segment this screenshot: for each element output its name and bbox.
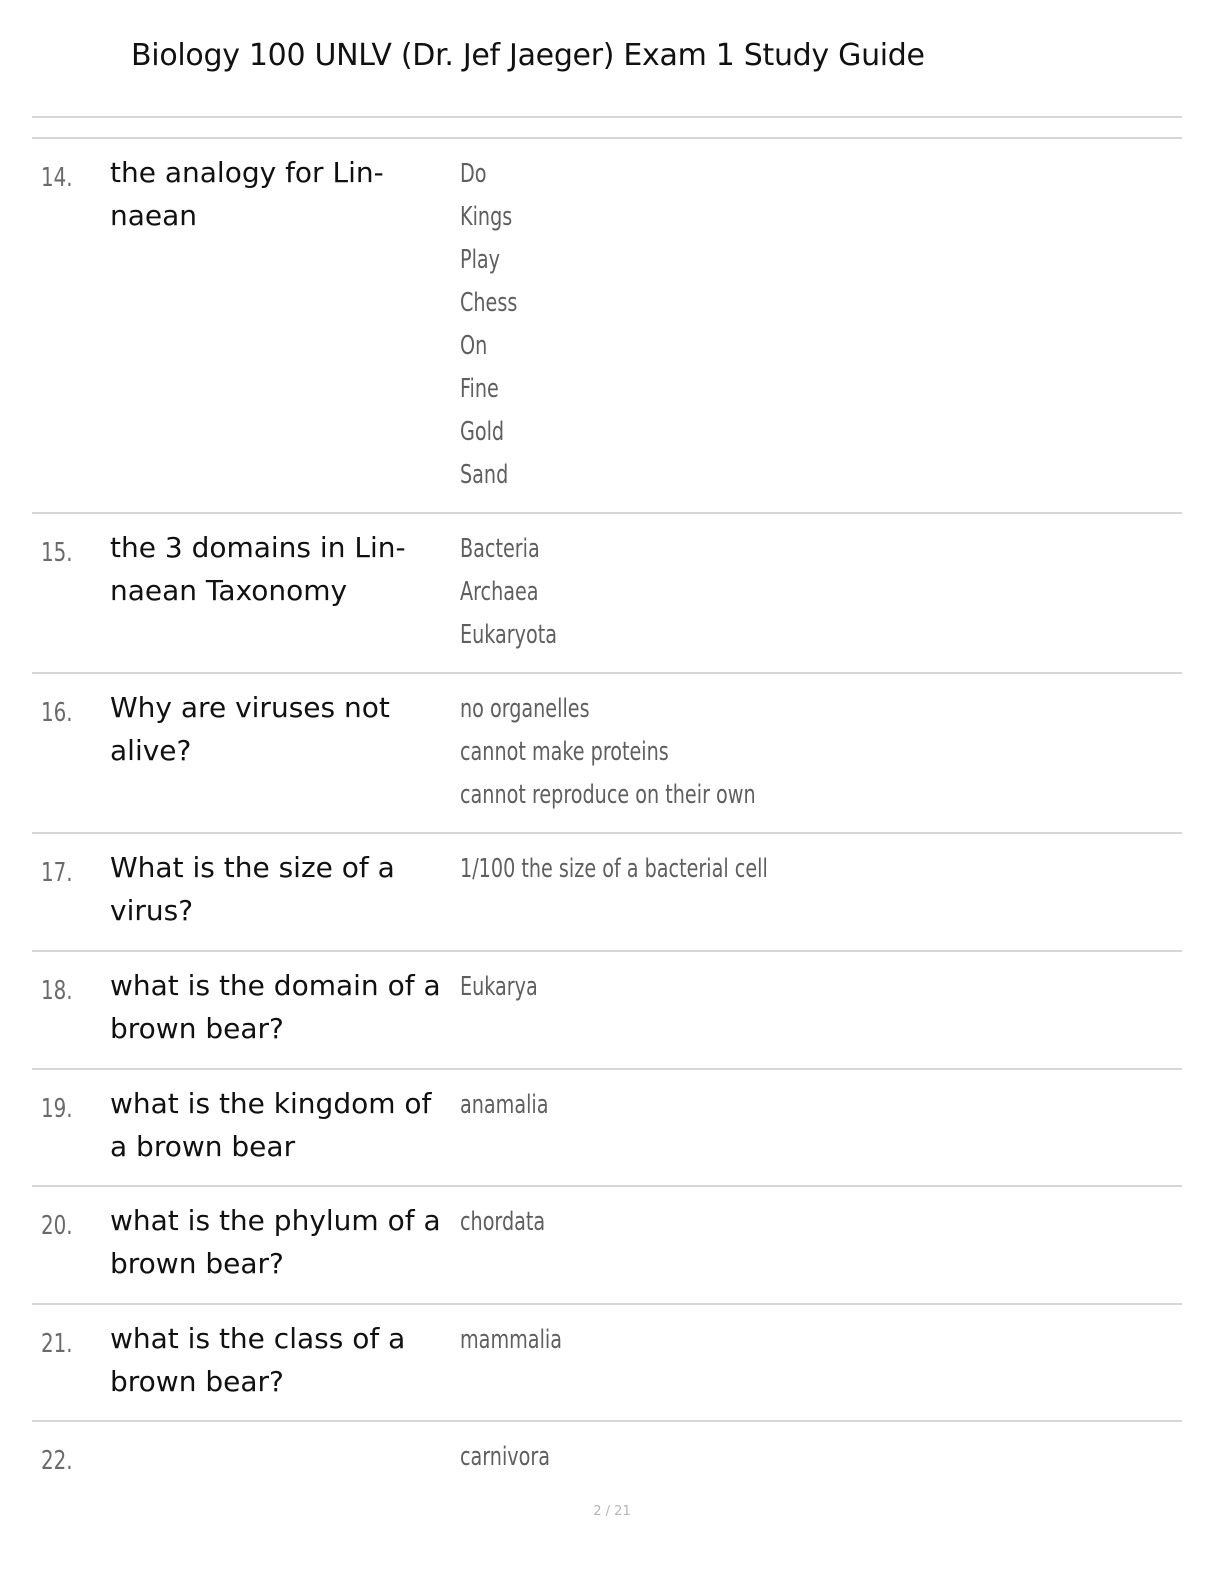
card-term <box>110 686 458 772</box>
card-term-line: the analogy for Lin- <box>110 156 384 189</box>
card-term <box>110 846 458 932</box>
definition-line: Play <box>460 245 501 275</box>
definition-line: Fine <box>460 374 499 404</box>
card-term-line: what is the phylum of a <box>110 1204 441 1237</box>
card-term-line: what is the kingdom of <box>110 1087 432 1120</box>
flashcard-row <box>32 952 1182 1070</box>
definition-line: chordata <box>460 1207 546 1237</box>
card-term <box>110 1199 458 1285</box>
definition-line: carnivora <box>460 1442 551 1472</box>
card-term-line: naean <box>110 199 198 232</box>
card-definition <box>460 1436 550 1479</box>
definition-line: Sand <box>460 460 509 490</box>
card-term <box>110 1082 458 1168</box>
definition-line: Kings <box>460 202 513 232</box>
card-number: 22. <box>41 1446 73 1476</box>
card-number: 20. <box>41 1211 73 1241</box>
card-definition <box>460 153 517 497</box>
definition-line: On <box>460 331 488 361</box>
card-term <box>110 964 458 1050</box>
card-number: 14. <box>41 163 73 193</box>
card-number: 16. <box>41 698 73 728</box>
definition-line: Chess <box>460 288 518 318</box>
card-term-line: brown bear? <box>110 1247 284 1280</box>
definition-line: mammalia <box>460 1325 562 1355</box>
card-definition <box>460 966 538 1009</box>
flashcard-row <box>32 1187 1182 1305</box>
definition-line: Bacteria <box>460 534 540 564</box>
flashcard-row <box>32 1422 1182 1492</box>
definition-line: Eukaryota <box>460 620 558 650</box>
card-term-line: Why are viruses not <box>110 691 390 724</box>
card-number: 19. <box>41 1094 73 1124</box>
flashcard-row <box>32 834 1182 952</box>
card-term <box>110 151 458 237</box>
definition-line: Gold <box>460 417 505 447</box>
page-number: 2 / 21 <box>593 1504 631 1519</box>
card-number: 18. <box>41 976 73 1006</box>
header-divider <box>32 116 1182 118</box>
card-term-line: alive? <box>110 734 192 767</box>
definition-line: cannot reproduce on their own <box>460 780 756 810</box>
flashcard-row <box>32 139 1182 514</box>
card-definition <box>460 1319 562 1362</box>
definition-line: no organelles <box>460 694 590 724</box>
card-term-line: the 3 domains in Lin- <box>110 531 406 564</box>
card-number: 21. <box>41 1329 73 1359</box>
definition-line: Eukarya <box>460 972 538 1002</box>
card-definition <box>460 1084 549 1127</box>
card-term <box>110 526 458 612</box>
document-title: Biology 100 UNLV (Dr. Jef Jaeger) Exam 1 Study Guide <box>131 38 925 73</box>
card-term <box>110 1317 458 1403</box>
card-number: 17. <box>41 858 73 888</box>
card-term-line: what is the domain of a <box>110 969 441 1002</box>
card-term-line: a brown bear <box>110 1130 296 1163</box>
card-definition <box>460 688 756 817</box>
card-term-line: What is the size of a <box>110 851 395 884</box>
card-definition <box>460 1201 545 1244</box>
card-number: 15. <box>41 538 73 568</box>
definition-line: cannot make proteins <box>460 737 669 767</box>
card-definition <box>460 848 768 891</box>
flashcard-row <box>32 514 1182 674</box>
card-term-line: brown bear? <box>110 1365 284 1398</box>
flashcard-list <box>32 139 1182 1492</box>
card-term-line: virus? <box>110 894 194 927</box>
definition-line: Archaea <box>460 577 539 607</box>
card-term-line: what is the class of a <box>110 1322 406 1355</box>
card-term-line: brown bear? <box>110 1012 284 1045</box>
flashcard-row <box>32 1070 1182 1187</box>
card-definition <box>460 528 557 657</box>
flashcard-row <box>32 1305 1182 1422</box>
card-term-line: naean Taxonomy <box>110 574 348 607</box>
definition-line: anamalia <box>460 1090 549 1120</box>
definition-line: 1/100 the size of a bacterial cell <box>460 854 768 884</box>
flashcard-row <box>32 674 1182 834</box>
definition-line: Do <box>460 159 487 189</box>
